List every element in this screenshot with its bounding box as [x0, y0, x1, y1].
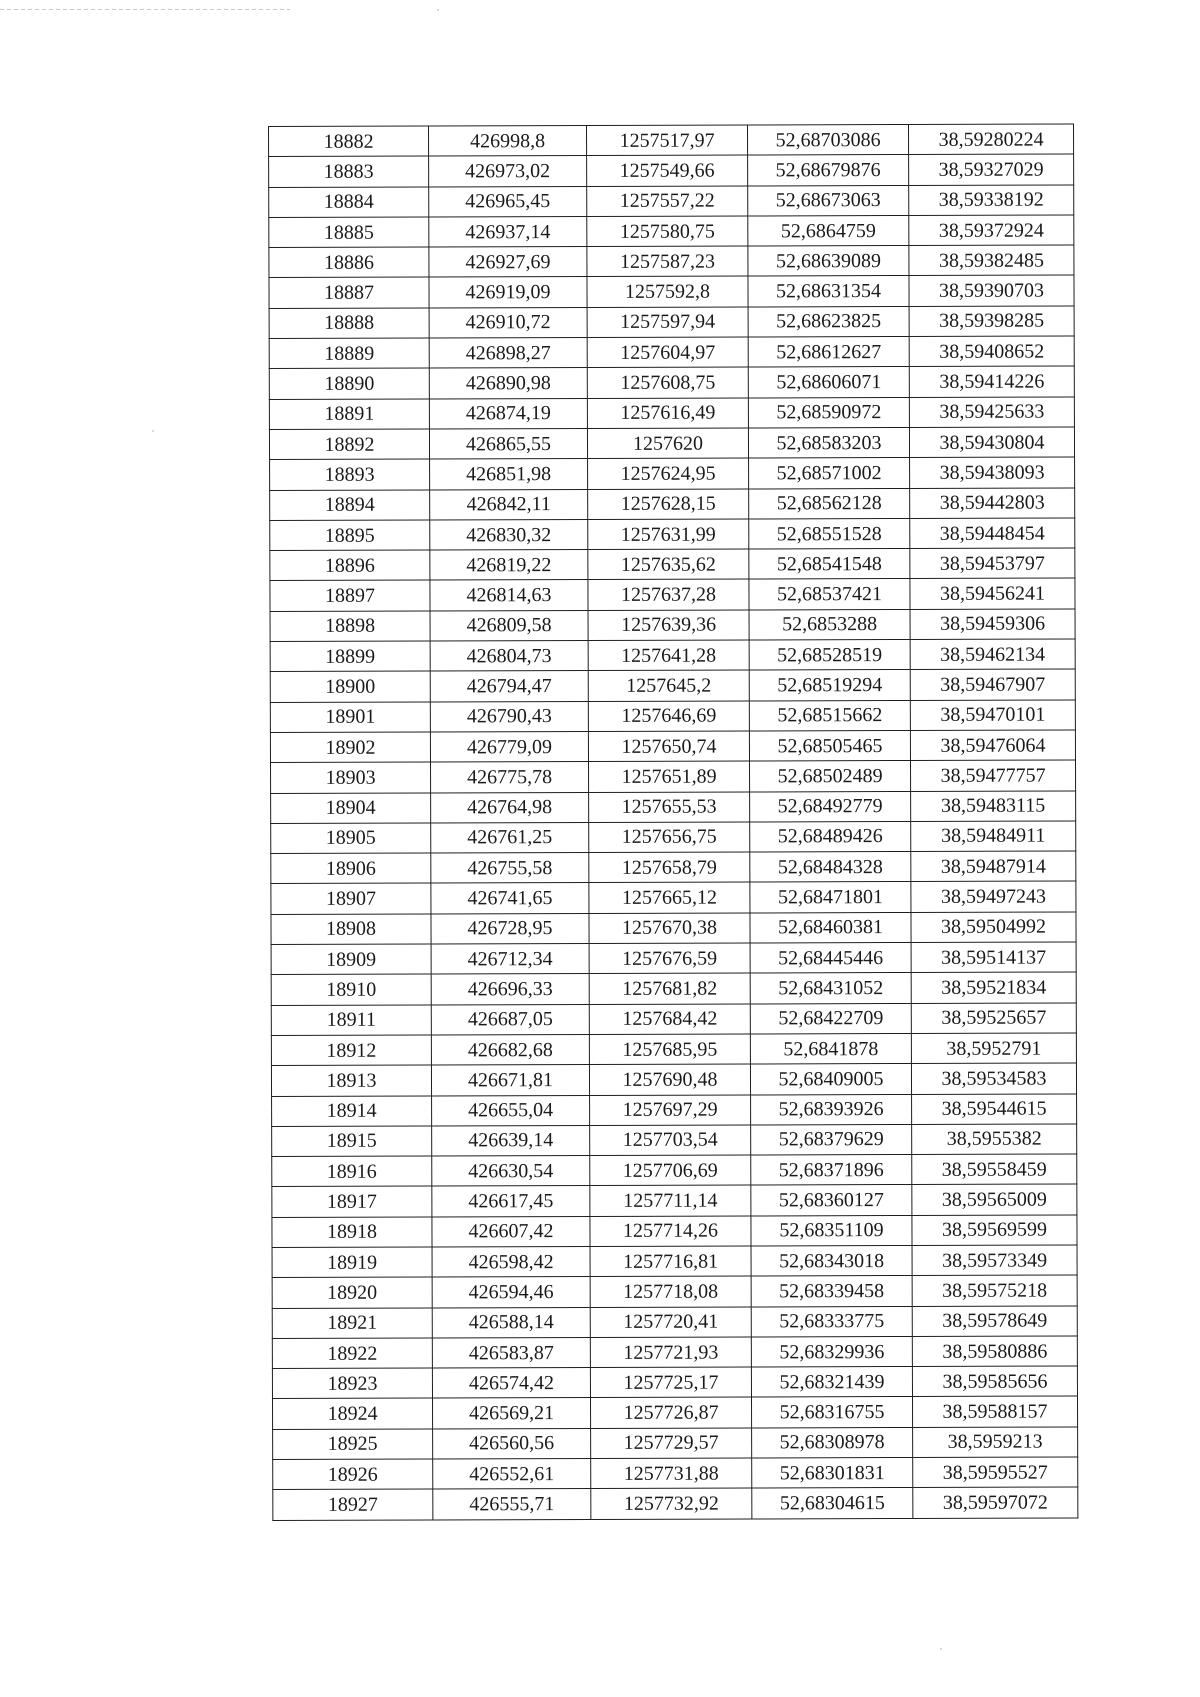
x-coordinate-cell: 426775,78: [430, 762, 588, 793]
table-row: [269, 154, 1074, 187]
latitude-cell: 52,68460381: [750, 912, 911, 943]
x-coordinate-cell: 426569,21: [432, 1398, 590, 1429]
y-coordinate-cell: 1257637,28: [588, 579, 749, 610]
longitude-cell: 38,59544615: [912, 1093, 1077, 1124]
latitude-cell: 52,68492779: [750, 791, 911, 822]
latitude-cell: 52,68316755: [751, 1397, 912, 1428]
y-coordinate-cell: 1257631,99: [588, 519, 749, 550]
point-number-cell: 18900: [270, 671, 430, 702]
latitude-cell: 52,68329936: [751, 1336, 912, 1367]
latitude-cell: 52,68537421: [749, 579, 910, 610]
x-coordinate-cell: 426583,87: [432, 1337, 590, 1368]
latitude-cell: 52,68339458: [751, 1276, 912, 1307]
scan-speck: [152, 430, 154, 432]
latitude-cell: 52,68304615: [752, 1488, 913, 1519]
latitude-cell: 52,68422709: [750, 1003, 911, 1034]
x-coordinate-cell: 426617,45: [432, 1186, 590, 1217]
y-coordinate-cell: 1257690,48: [589, 1064, 750, 1095]
y-coordinate-cell: 1257628,15: [588, 489, 749, 520]
point-number-cell: 18885: [269, 217, 429, 248]
table-row: [269, 366, 1074, 399]
point-number-cell: 18918: [272, 1217, 432, 1248]
y-coordinate-cell: 1257635,62: [588, 549, 749, 580]
y-coordinate-cell: 1257725,17: [590, 1367, 751, 1398]
coordinates-table-wrapper: [268, 123, 1077, 1520]
table-row: [271, 972, 1076, 1005]
table-row: [273, 1487, 1078, 1520]
latitude-cell: 52,6853288: [749, 609, 910, 640]
latitude-cell: 52,6864759: [748, 215, 909, 246]
x-coordinate-cell: 426671,81: [431, 1065, 589, 1096]
y-coordinate-cell: 1257658,79: [589, 852, 750, 883]
point-number-cell: 18883: [269, 156, 429, 187]
latitude-cell: 52,68519294: [749, 670, 910, 701]
point-number-cell: 18925: [273, 1429, 433, 1460]
latitude-cell: 52,68489426: [750, 821, 911, 852]
longitude-cell: 38,59338192: [909, 185, 1074, 216]
latitude-cell: 52,68703086: [747, 124, 908, 155]
longitude-cell: 38,59569599: [912, 1215, 1077, 1246]
x-coordinate-cell: 426712,34: [431, 944, 589, 975]
point-number-cell: 18909: [271, 944, 431, 975]
point-number-cell: 18908: [271, 914, 431, 945]
x-coordinate-cell: 426555,71: [433, 1489, 591, 1520]
y-coordinate-cell: 1257731,88: [591, 1458, 752, 1489]
longitude-cell: 38,59462134: [910, 639, 1075, 670]
longitude-cell: 38,59595527: [913, 1457, 1078, 1488]
latitude-cell: 52,68541548: [749, 549, 910, 580]
y-coordinate-cell: 1257711,14: [590, 1185, 751, 1216]
x-coordinate-cell: 426682,68: [431, 1034, 589, 1065]
y-coordinate-cell: 1257670,38: [589, 913, 750, 944]
point-number-cell: 18922: [272, 1338, 432, 1369]
longitude-cell: 38,59414226: [909, 366, 1074, 397]
table-row: [272, 1093, 1077, 1126]
y-coordinate-cell: 1257656,75: [589, 822, 750, 853]
latitude-cell: 52,68333775: [751, 1306, 912, 1337]
latitude-cell: 52,68502489: [749, 761, 910, 792]
x-coordinate-cell: 426804,73: [430, 641, 588, 672]
table-row: [270, 488, 1075, 521]
point-number-cell: 18921: [272, 1308, 432, 1339]
latitude-cell: 52,68639089: [748, 246, 909, 277]
point-number-cell: 18905: [271, 823, 431, 854]
point-number-cell: 18898: [270, 611, 430, 642]
table-row: [269, 124, 1074, 157]
x-coordinate-cell: 426794,47: [430, 671, 588, 702]
table-row: [272, 1245, 1077, 1278]
y-coordinate-cell: 1257604,97: [587, 337, 748, 368]
longitude-cell: 38,59504992: [911, 912, 1076, 943]
latitude-cell: 52,68612627: [748, 337, 909, 368]
table-row: [270, 609, 1075, 642]
point-number-cell: 18892: [269, 429, 429, 460]
table-row: [272, 1184, 1077, 1217]
latitude-cell: 52,68371896: [751, 1155, 912, 1186]
x-coordinate-cell: 426588,14: [432, 1307, 590, 1338]
latitude-cell: 52,68673063: [748, 185, 909, 216]
latitude-cell: 52,68351109: [751, 1215, 912, 1246]
y-coordinate-cell: 1257639,36: [588, 610, 749, 641]
y-coordinate-cell: 1257651,89: [588, 761, 749, 792]
longitude-cell: 38,59398285: [909, 306, 1074, 337]
table-row: [270, 518, 1075, 551]
y-coordinate-cell: 1257714,26: [590, 1216, 751, 1247]
x-coordinate-cell: 426741,65: [431, 883, 589, 914]
point-number-cell: 18904: [271, 793, 431, 824]
longitude-cell: 38,5955382: [912, 1124, 1077, 1155]
latitude-cell: 52,6841878: [750, 1033, 911, 1064]
table-row: [270, 700, 1075, 733]
longitude-cell: 38,59372924: [909, 215, 1074, 246]
point-number-cell: 18884: [269, 187, 429, 218]
scan-speck: [940, 1648, 942, 1650]
longitude-cell: 38,59597072: [913, 1487, 1078, 1518]
point-number-cell: 18907: [271, 883, 431, 914]
table-row: [272, 1124, 1077, 1157]
point-number-cell: 18895: [270, 520, 430, 551]
latitude-cell: 52,68571002: [749, 458, 910, 489]
x-coordinate-cell: 426814,63: [430, 580, 588, 611]
x-coordinate-cell: 426898,27: [429, 338, 587, 369]
x-coordinate-cell: 426842,11: [430, 489, 588, 520]
table-row: [271, 821, 1076, 854]
longitude-cell: 38,59438093: [910, 457, 1075, 488]
coordinates-table-body: [269, 124, 1078, 1520]
point-number-cell: 18893: [270, 459, 430, 490]
point-number-cell: 18926: [273, 1459, 433, 1490]
x-coordinate-cell: 426630,54: [432, 1156, 590, 1187]
latitude-cell: 52,68343018: [751, 1245, 912, 1276]
x-coordinate-cell: 426755,58: [431, 853, 589, 884]
x-coordinate-cell: 426819,22: [430, 550, 588, 581]
longitude-cell: 38,5952791: [911, 1033, 1076, 1064]
x-coordinate-cell: 426830,32: [430, 519, 588, 550]
point-number-cell: 18891: [269, 399, 429, 430]
point-number-cell: 18917: [272, 1186, 432, 1217]
longitude-cell: 38,59408652: [909, 336, 1074, 367]
y-coordinate-cell: 1257587,23: [587, 246, 748, 277]
latitude-cell: 52,68528519: [749, 640, 910, 671]
y-coordinate-cell: 1257697,29: [590, 1094, 751, 1125]
latitude-cell: 52,68431052: [750, 973, 911, 1004]
scan-artifact-line: [0, 9, 290, 10]
x-coordinate-cell: 426574,42: [432, 1368, 590, 1399]
table-row: [271, 1033, 1076, 1066]
y-coordinate-cell: 1257726,87: [590, 1397, 751, 1428]
longitude-cell: 38,59497243: [911, 881, 1076, 912]
longitude-cell: 38,59453797: [910, 548, 1075, 579]
longitude-cell: 38,59558459: [912, 1154, 1077, 1185]
longitude-cell: 38,5959213: [913, 1427, 1078, 1458]
latitude-cell: 52,68360127: [751, 1185, 912, 1216]
table-row: [272, 1366, 1077, 1399]
y-coordinate-cell: 1257620: [587, 428, 748, 459]
point-number-cell: 18901: [270, 702, 430, 733]
table-row: [271, 912, 1076, 945]
point-number-cell: 18916: [272, 1156, 432, 1187]
latitude-cell: 52,68308978: [752, 1427, 913, 1458]
longitude-cell: 38,59476064: [910, 730, 1075, 761]
longitude-cell: 38,59588157: [912, 1396, 1077, 1427]
latitude-cell: 52,68679876: [748, 155, 909, 186]
y-coordinate-cell: 1257608,75: [587, 367, 748, 398]
x-coordinate-cell: 426594,46: [432, 1277, 590, 1308]
x-coordinate-cell: 426919,09: [429, 277, 587, 308]
x-coordinate-cell: 426851,98: [430, 459, 588, 490]
latitude-cell: 52,68606071: [748, 367, 909, 398]
point-number-cell: 18902: [270, 732, 430, 763]
table-row: [270, 669, 1075, 702]
table-row: [271, 851, 1076, 884]
point-number-cell: 18920: [272, 1277, 432, 1308]
point-number-cell: 18906: [271, 853, 431, 884]
longitude-cell: 38,59280224: [908, 124, 1073, 155]
table-row: [270, 548, 1075, 581]
latitude-cell: 52,68321439: [751, 1367, 912, 1398]
y-coordinate-cell: 1257616,49: [587, 398, 748, 429]
longitude-cell: 38,59448454: [910, 518, 1075, 549]
y-coordinate-cell: 1257676,59: [589, 943, 750, 974]
longitude-cell: 38,59483115: [911, 790, 1076, 821]
y-coordinate-cell: 1257624,95: [588, 458, 749, 489]
table-row: [269, 397, 1074, 430]
y-coordinate-cell: 1257729,57: [591, 1428, 752, 1459]
x-coordinate-cell: 426639,14: [432, 1125, 590, 1156]
y-coordinate-cell: 1257732,92: [591, 1488, 752, 1519]
x-coordinate-cell: 426865,55: [429, 428, 587, 459]
point-number-cell: 18911: [271, 1005, 431, 1036]
y-coordinate-cell: 1257716,81: [590, 1246, 751, 1277]
point-number-cell: 18882: [269, 126, 429, 157]
point-number-cell: 18923: [272, 1368, 432, 1399]
x-coordinate-cell: 426655,04: [432, 1095, 590, 1126]
x-coordinate-cell: 426874,19: [429, 398, 587, 429]
point-number-cell: 18890: [269, 368, 429, 399]
x-coordinate-cell: 426696,33: [431, 974, 589, 1005]
latitude-cell: 52,68393926: [751, 1094, 912, 1125]
x-coordinate-cell: 426910,72: [429, 307, 587, 338]
table-row: [272, 1306, 1077, 1339]
point-number-cell: 18919: [272, 1247, 432, 1278]
latitude-cell: 52,68590972: [748, 397, 909, 428]
latitude-cell: 52,68445446: [750, 942, 911, 973]
point-number-cell: 18888: [269, 308, 429, 339]
x-coordinate-cell: 426937,14: [429, 216, 587, 247]
scan-speck: [437, 9, 439, 11]
table-row: [271, 1063, 1076, 1096]
longitude-cell: 38,59487914: [911, 851, 1076, 882]
point-number-cell: 18927: [273, 1489, 433, 1520]
longitude-cell: 38,59470101: [910, 700, 1075, 731]
y-coordinate-cell: 1257646,69: [588, 701, 749, 732]
latitude-cell: 52,68515662: [749, 700, 910, 731]
longitude-cell: 38,59573349: [912, 1245, 1077, 1276]
x-coordinate-cell: 426965,45: [429, 186, 587, 217]
table-row: [272, 1215, 1077, 1248]
table-row: [271, 790, 1076, 823]
latitude-cell: 52,68409005: [750, 1064, 911, 1095]
x-coordinate-cell: 426607,42: [432, 1216, 590, 1247]
y-coordinate-cell: 1257597,94: [587, 307, 748, 338]
table-row: [269, 306, 1074, 339]
table-row: [273, 1427, 1078, 1460]
y-coordinate-cell: 1257517,97: [587, 125, 748, 156]
longitude-cell: 38,59521834: [911, 972, 1076, 1003]
y-coordinate-cell: 1257592,8: [587, 276, 748, 307]
x-coordinate-cell: 426728,95: [431, 913, 589, 944]
longitude-cell: 38,59382485: [909, 245, 1074, 276]
longitude-cell: 38,59514137: [911, 942, 1076, 973]
point-number-cell: 18903: [271, 762, 431, 793]
latitude-cell: 52,68583203: [748, 427, 909, 458]
y-coordinate-cell: 1257718,08: [590, 1276, 751, 1307]
y-coordinate-cell: 1257645,2: [588, 670, 749, 701]
longitude-cell: 38,59525657: [911, 1003, 1076, 1034]
table-row: [272, 1336, 1077, 1369]
longitude-cell: 38,59578649: [912, 1306, 1077, 1337]
table-row: [272, 1275, 1077, 1308]
longitude-cell: 38,59456241: [910, 578, 1075, 609]
latitude-cell: 52,68471801: [750, 882, 911, 913]
longitude-cell: 38,59477757: [910, 760, 1075, 791]
table-row: [272, 1396, 1077, 1429]
table-row: [270, 730, 1075, 763]
y-coordinate-cell: 1257655,53: [589, 792, 750, 823]
table-row: [269, 336, 1074, 369]
y-coordinate-cell: 1257665,12: [589, 882, 750, 913]
table-row: [272, 1154, 1077, 1187]
point-number-cell: 18889: [269, 338, 429, 369]
x-coordinate-cell: 426598,42: [432, 1246, 590, 1277]
y-coordinate-cell: 1257703,54: [590, 1125, 751, 1156]
table-row: [273, 1457, 1078, 1490]
point-number-cell: 18915: [272, 1126, 432, 1157]
x-coordinate-cell: 426779,09: [430, 731, 588, 762]
longitude-cell: 38,59430804: [909, 427, 1074, 458]
longitude-cell: 38,59484911: [911, 821, 1076, 852]
table-row: [271, 881, 1076, 914]
y-coordinate-cell: 1257580,75: [587, 216, 748, 247]
point-number-cell: 18887: [269, 277, 429, 308]
point-number-cell: 18913: [271, 1065, 431, 1096]
latitude-cell: 52,68623825: [748, 306, 909, 337]
x-coordinate-cell: 426809,58: [430, 610, 588, 641]
table-row: [269, 427, 1074, 460]
x-coordinate-cell: 426687,05: [431, 1004, 589, 1035]
x-coordinate-cell: 426560,56: [433, 1428, 591, 1459]
latitude-cell: 52,68562128: [749, 488, 910, 519]
y-coordinate-cell: 1257721,93: [590, 1337, 751, 1368]
x-coordinate-cell: 426927,69: [429, 247, 587, 278]
y-coordinate-cell: 1257549,66: [587, 155, 748, 186]
y-coordinate-cell: 1257650,74: [588, 731, 749, 762]
longitude-cell: 38,59425633: [909, 397, 1074, 428]
latitude-cell: 52,68631354: [748, 276, 909, 307]
y-coordinate-cell: 1257684,42: [589, 1004, 750, 1035]
x-coordinate-cell: 426790,43: [430, 701, 588, 732]
point-number-cell: 18914: [272, 1095, 432, 1126]
table-row: [269, 215, 1074, 248]
longitude-cell: 38,59565009: [912, 1184, 1077, 1215]
latitude-cell: 52,68379629: [751, 1124, 912, 1155]
longitude-cell: 38,59390703: [909, 275, 1074, 306]
point-number-cell: 18886: [269, 247, 429, 278]
latitude-cell: 52,68551528: [749, 518, 910, 549]
point-number-cell: 18894: [270, 490, 430, 521]
y-coordinate-cell: 1257681,82: [589, 973, 750, 1004]
longitude-cell: 38,59575218: [912, 1275, 1077, 1306]
point-number-cell: 18899: [270, 641, 430, 672]
table-row: [271, 760, 1076, 793]
x-coordinate-cell: 426761,25: [431, 822, 589, 853]
x-coordinate-cell: 426552,61: [433, 1459, 591, 1490]
y-coordinate-cell: 1257720,41: [590, 1307, 751, 1338]
latitude-cell: 52,68484328: [750, 852, 911, 883]
latitude-cell: 52,68301831: [752, 1458, 913, 1489]
x-coordinate-cell: 426973,02: [429, 156, 587, 187]
longitude-cell: 38,59459306: [910, 609, 1075, 640]
point-number-cell: 18910: [271, 974, 431, 1005]
table-row: [271, 1003, 1076, 1036]
point-number-cell: 18912: [271, 1035, 431, 1066]
y-coordinate-cell: 1257706,69: [590, 1155, 751, 1186]
coordinates-table: [268, 123, 1078, 1520]
point-number-cell: 18896: [270, 550, 430, 581]
table-row: [271, 942, 1076, 975]
x-coordinate-cell: 426998,8: [429, 125, 587, 156]
table-row: [269, 275, 1074, 308]
latitude-cell: 52,68505465: [749, 730, 910, 761]
table-row: [269, 185, 1074, 218]
table-row: [270, 639, 1075, 672]
y-coordinate-cell: 1257557,22: [587, 186, 748, 217]
longitude-cell: 38,59580886: [912, 1336, 1077, 1367]
table-row: [270, 578, 1075, 611]
y-coordinate-cell: 1257685,95: [589, 1034, 750, 1065]
longitude-cell: 38,59585656: [912, 1366, 1077, 1397]
longitude-cell: 38,59467907: [910, 669, 1075, 700]
longitude-cell: 38,59327029: [909, 154, 1074, 185]
x-coordinate-cell: 426890,98: [429, 368, 587, 399]
point-number-cell: 18897: [270, 580, 430, 611]
x-coordinate-cell: 426764,98: [431, 792, 589, 823]
table-row: [269, 245, 1074, 278]
y-coordinate-cell: 1257641,28: [588, 640, 749, 671]
longitude-cell: 38,59442803: [910, 488, 1075, 519]
table-row: [270, 457, 1075, 490]
longitude-cell: 38,59534583: [911, 1063, 1076, 1094]
point-number-cell: 18924: [272, 1398, 432, 1429]
